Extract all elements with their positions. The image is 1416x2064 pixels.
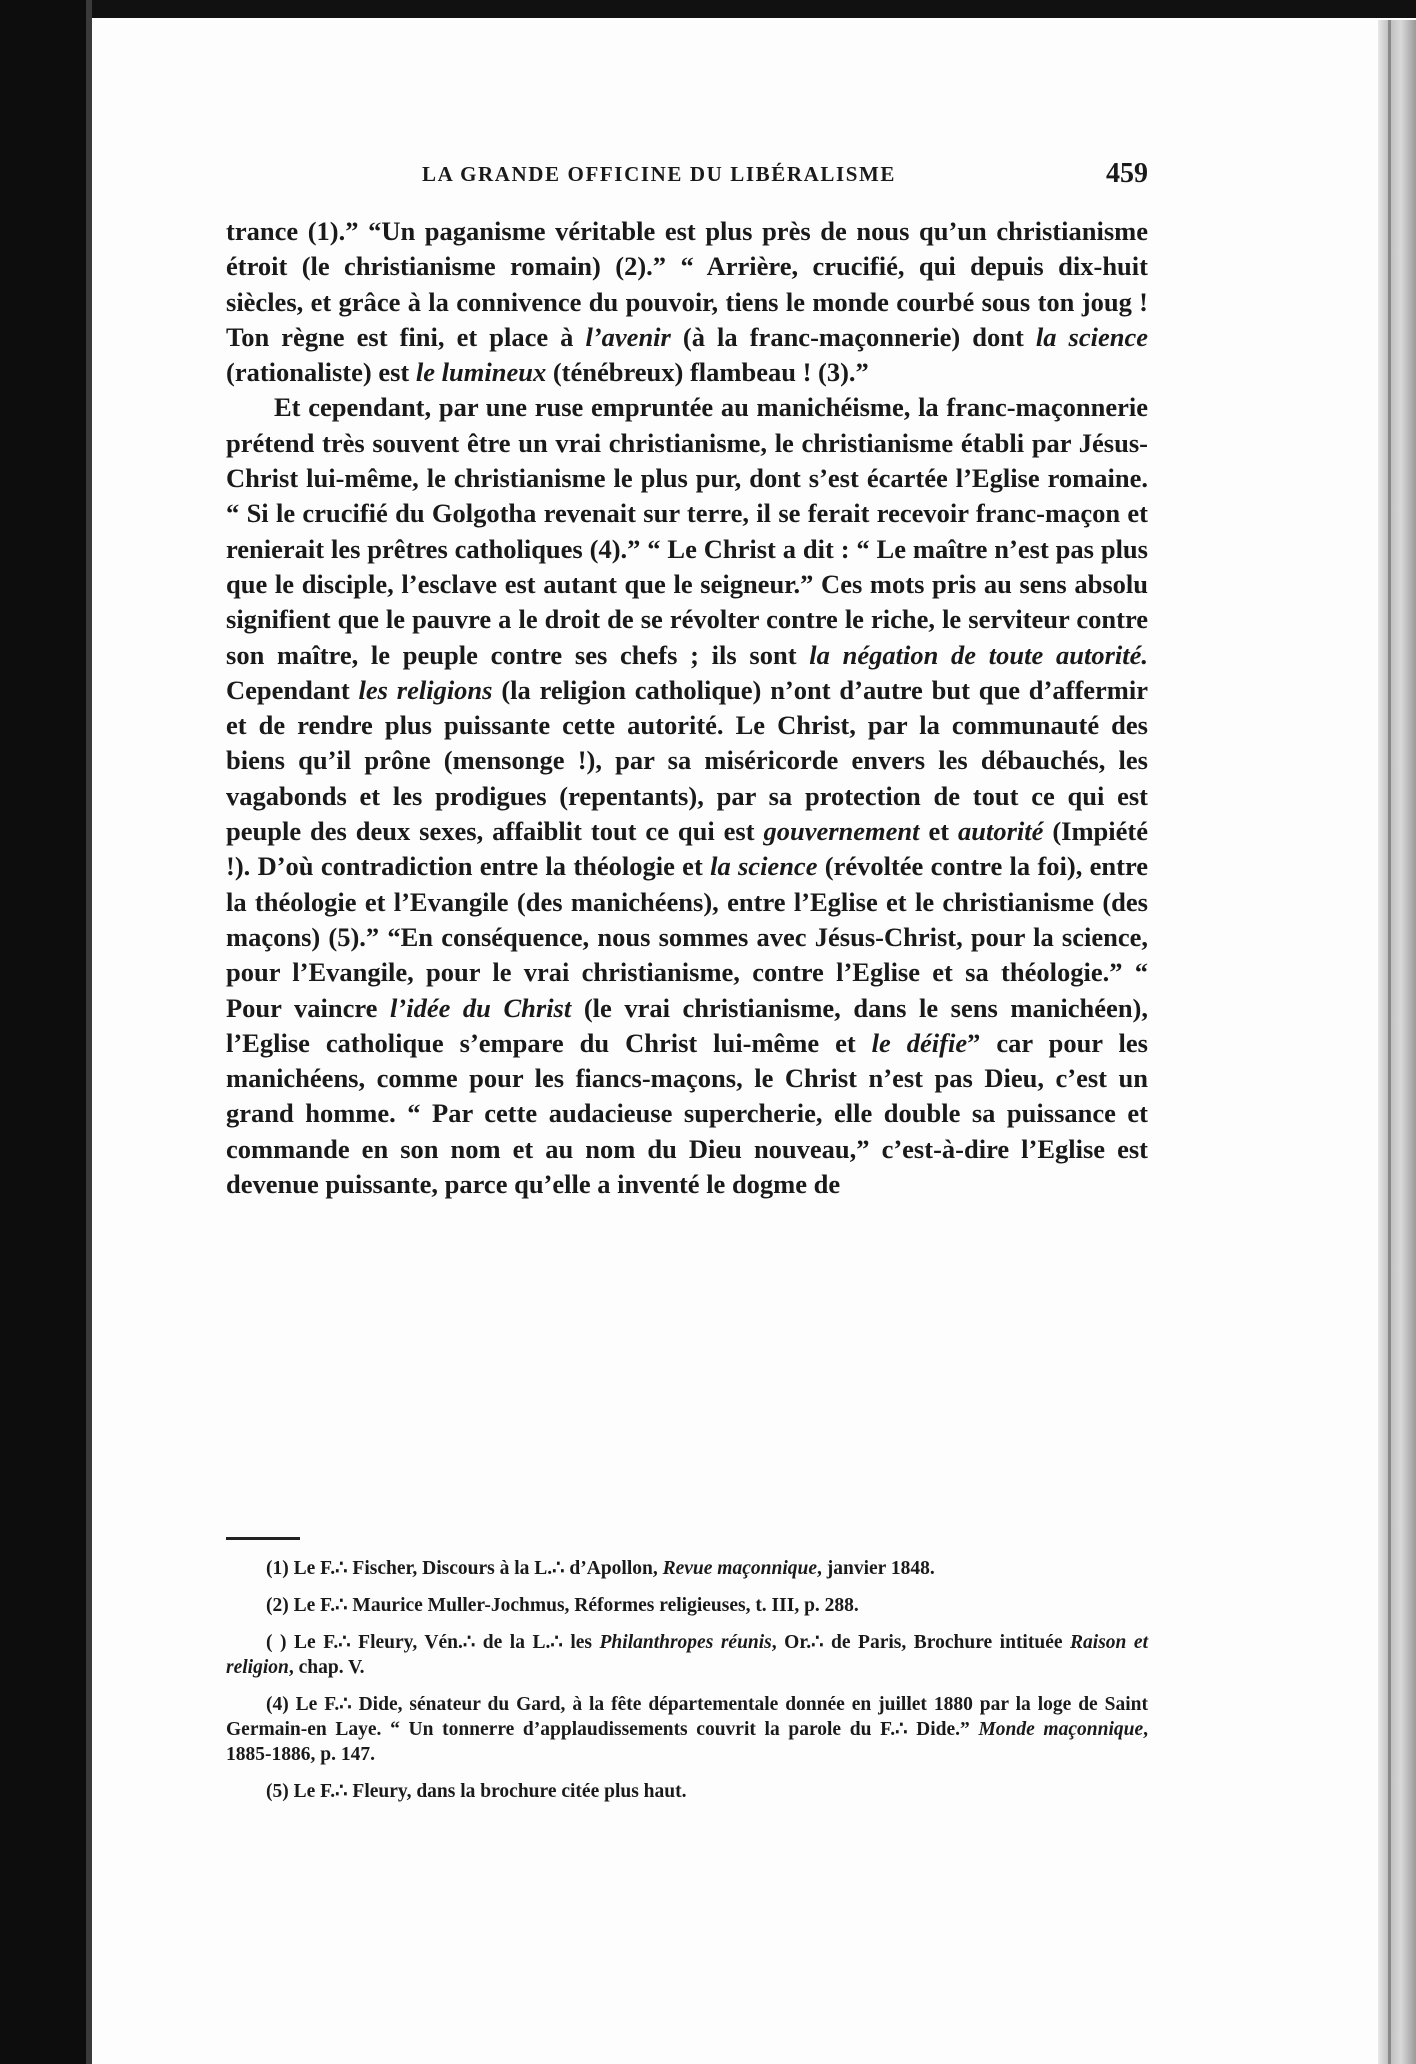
italic-run: Philanthropes réunis (599, 1632, 772, 1653)
text-run: (révoltée contre la foi), entre la théologie et l’Evangile (des manichéens), entre l’Eglise et le christianisme (des maçons) (5).” “En conséquence, nous sommes avec Jésus-Christ, pour la science, pour l’Evangile, pour le vrai christianisme, contre l’Eglise et sa théologie.” “ Pour vaincre (226, 851, 1148, 1023)
footnote-1 (226, 1556, 1148, 1581)
text-run: , chap. V. (288, 1657, 365, 1678)
italic-run: le lumineux (415, 357, 547, 388)
italic-run: la science (710, 851, 818, 882)
text-run: (rationaliste) est (226, 357, 416, 388)
text-run: trance (1).” “Un paganisme véritable est plus près de nous qu’un christianisme étroit (le christianisme romain) (2).” “ Arrière, crucifié, qui depuis dix-huit siècles, et grâce à la connivence du pouvoir, tiens le monde courbé sous ton joug ! Ton règne est fini, et place à (226, 216, 1148, 352)
italic-run: les religions (358, 674, 493, 705)
text-run: ” car pour les manichéens, comme pour les fiancs-maçons, le Christ n’est pas Dieu, c’est un grand homme. “ Par cette audacieuse supercherie, elle double sa puissance et commande en son nom et au nom du Dieu nouveau,” c’est-à-dire l’Eglise est devenue puissante, parce qu’elle a inventé le dogme de (226, 1027, 1148, 1200)
text-run: , 1885-1886, p. 147. (226, 1719, 1148, 1765)
italic-run: le déifie (871, 1027, 968, 1058)
scan-left-border (0, 0, 92, 2064)
italic-run: la négation de toute autorité. (809, 639, 1148, 670)
footnote-3 (226, 1630, 1148, 1680)
text-run: (1) Le F.∴ Fischer, Discours à la L.∴ d’Apollon, (266, 1558, 663, 1579)
italic-run: l’idée du Christ (390, 992, 572, 1023)
text-run: (la religion catholique) n’ont d’autre but que d’affermir et de rendre plus puissante cette autorité. Le Christ, par la communauté des biens qu’il prône (mensonge !), par sa miséricorde envers les débauchés, les vagabonds et les prodigues (repentants), par sa protection de tout ce qui est peuple des deux sexes, affaiblit tout ce qui est (226, 674, 1148, 847)
text-run: Et cependant, par une ruse empruntée au manichéisme, la franc-maçonnerie prétend très souvent être un vrai christianisme, le christianisme établi par Jésus-Christ lui-même, le christianisme le plus pur, dont s’est écartée l’Eglise romaine. “ Si le crucifié du Golgotha revenait sur terre, il se ferait recevoir franc-maçon et renierait les prêtres catholiques (4).” “ Le Christ a dit : “ Le maître n’est pas plus que le disciple, l’esclave est autant que le seigneur.” Ces mots pris au sens absolu signifient que le pauvre a le droit de se révolter contre le riche, le serviteur contre son maître, le peuple contre ses chefs ; ils sont (226, 392, 1148, 670)
page-number: 459 (1106, 158, 1148, 189)
running-head: LA GRANDE OFFICINE DU LIBÉRALISME (422, 162, 897, 186)
text-run: (4) Le F.∴ Dide, sénateur du Gard, à la fête départementale donnée en juillet 1880 par la loge de Saint Germain-en Laye. “ Un tonnerre d’applaudissements couvrit la parole du F.∴ Dide.” (226, 1694, 1148, 1740)
body-text (226, 214, 1148, 1202)
text-run: (ténébreux) flambeau ! (3).” (546, 357, 869, 388)
text-run: (Impiété !). D’où contradiction entre la théologie et (226, 816, 1148, 882)
text-run: ( ) Le F.∴ Fleury, Vén.∴ de la L.∴ les (266, 1632, 600, 1653)
italic-run: autorité (958, 816, 1044, 847)
italic-run: gouvernement (763, 816, 920, 847)
text-run: (2) Le F.∴ Maurice Muller-Jochmus, Réformes religieuses, t. III, p. 288. (266, 1595, 859, 1616)
text-run: et (919, 816, 958, 847)
scan-right-border (1378, 20, 1416, 2064)
scan-top-border (0, 0, 1416, 18)
footnote-separator (226, 1537, 300, 1540)
text-run: (5) Le F.∴ Fleury, dans la brochure citée plus haut. (266, 1781, 687, 1802)
paragraph-2 (226, 390, 1148, 1202)
text-run: , Or.∴ de Paris, Brochure intituée (771, 1632, 1071, 1653)
text-run: , janvier 1848. (816, 1558, 935, 1579)
text-run: (à la franc-maçonnerie) dont (670, 321, 1036, 352)
page-header (226, 158, 1148, 202)
italic-run: l’avenir (585, 321, 671, 352)
footnote-4 (226, 1692, 1148, 1767)
italic-run: Raison et religion (226, 1632, 1148, 1678)
text-run: (le vrai christianisme, dans le sens manichéen), l’Eglise catholique s’empare du Christ lui-même et (226, 992, 1149, 1058)
paragraph-1 (226, 214, 1148, 390)
page-stack-edge (1388, 20, 1391, 2064)
footnote-5 (226, 1779, 1148, 1804)
italic-run: Revue maçonnique (662, 1558, 817, 1579)
text-run: Cependant (226, 674, 359, 705)
footnote-2 (226, 1593, 1148, 1618)
footnotes (226, 1556, 1148, 1816)
italic-run: la science (1035, 321, 1149, 352)
italic-run: Monde maçonnique (978, 1719, 1144, 1740)
